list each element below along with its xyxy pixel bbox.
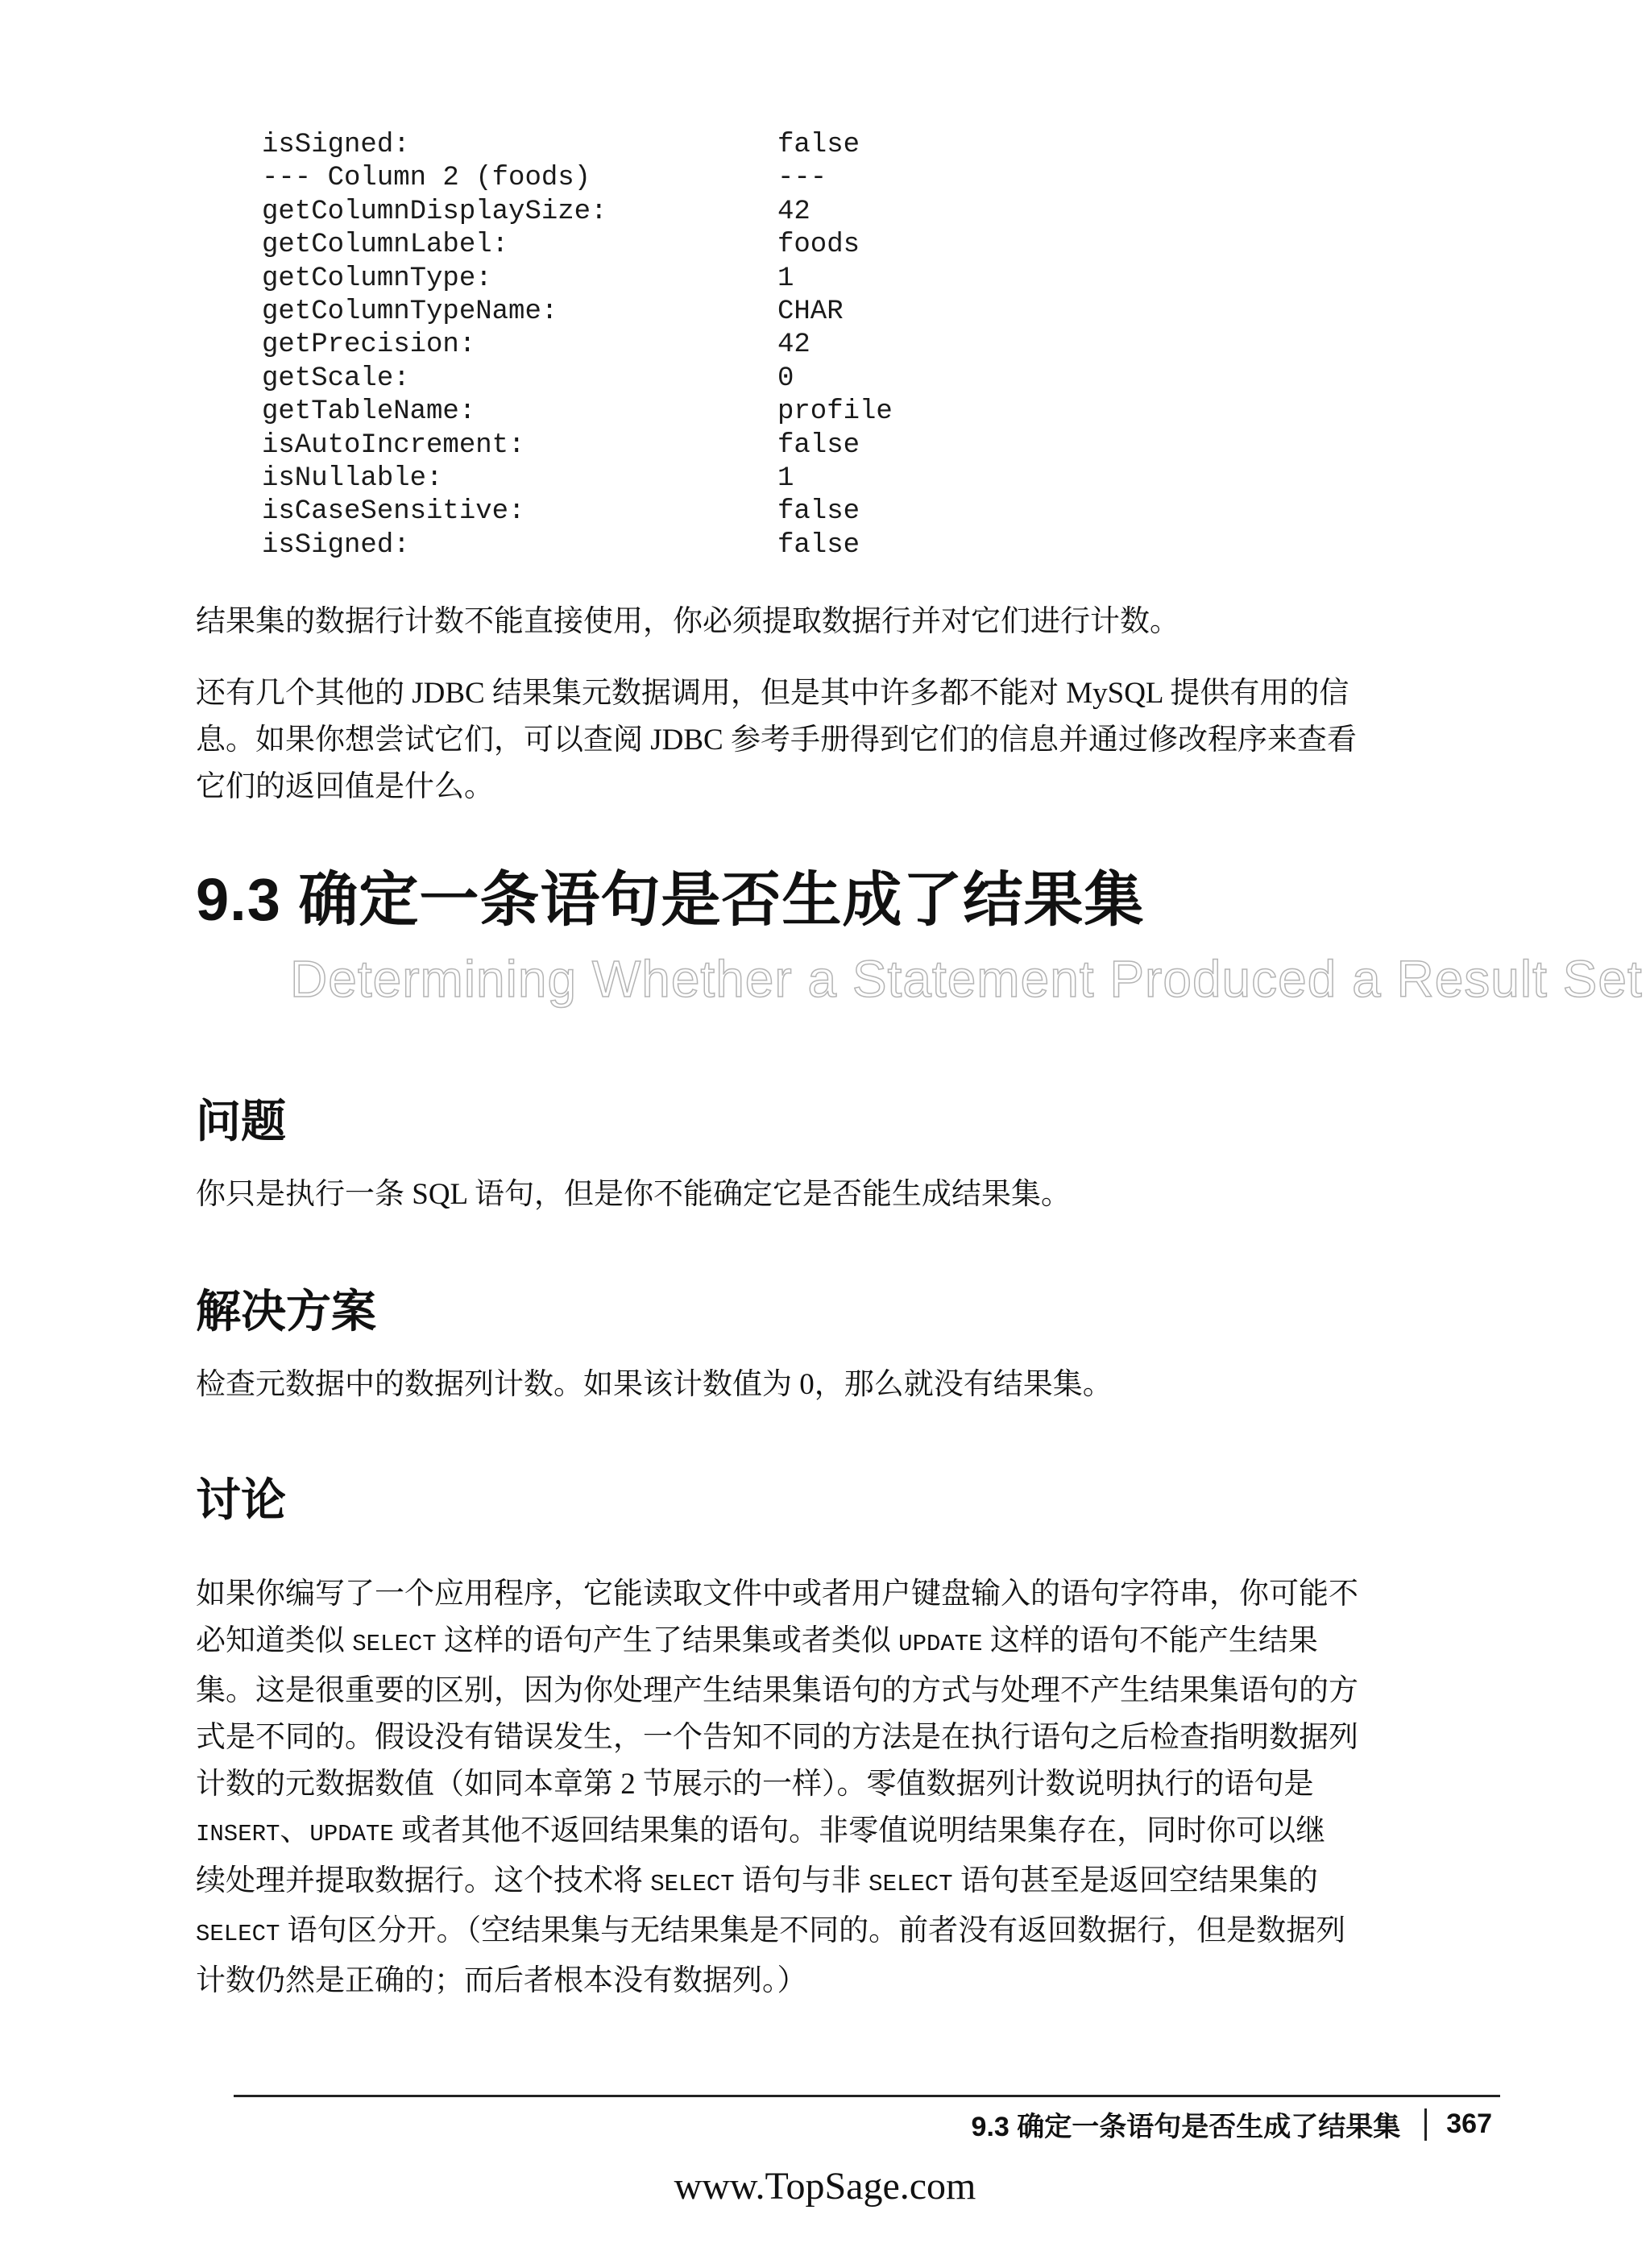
paragraph-line <box>196 1858 1495 1908</box>
paragraph-line: 计数仍然是正确的；而后者根本没有数据列。） <box>196 1964 807 1997</box>
code-keyword: SELECT <box>196 1921 280 1947</box>
code-key: getPrecision: <box>262 330 476 361</box>
text-run: 续处理并提取数据行。这个技术将 <box>196 1864 651 1897</box>
text-run: 语句与非 <box>734 1864 869 1897</box>
code-value: foods <box>777 230 860 261</box>
text-run: 这样的语句不能产生结果 <box>982 1624 1318 1657</box>
code-row <box>262 162 987 195</box>
code-value: 1 <box>777 263 794 294</box>
code-key: isNullable: <box>262 462 443 494</box>
code-row <box>262 529 987 562</box>
code-key: isSigned: <box>262 130 410 160</box>
code-key: isCaseSensitive: <box>262 496 525 528</box>
paragraph-line <box>196 1908 1495 1958</box>
text-run: 、 <box>280 1814 310 1847</box>
code-row <box>262 296 987 329</box>
heading-discussion: 讨论 <box>196 1474 286 1525</box>
code-row <box>262 429 987 462</box>
page-number: 367 <box>1446 2108 1492 2139</box>
paragraph-line: 息。如果你想尝试它们，可以查阅 JDBC 参考手册得到它们的信息并通过修改程序来查看 <box>196 724 1357 757</box>
running-footer <box>972 2104 1492 2144</box>
running-title: 9.3 确定一条语句是否生成了结果集 <box>971 2112 1401 2142</box>
paragraph-row-count: 结果集的数据行计数不能直接使用，你必须提取数据行并对它们进行计数。 <box>196 605 1179 638</box>
code-key: getScale: <box>262 363 410 394</box>
code-row <box>262 263 987 296</box>
code-keyword: SELECT <box>650 1871 735 1897</box>
code-row <box>262 229 987 262</box>
code-key: getColumnType: <box>262 263 492 294</box>
paragraph-line <box>196 1618 1495 1668</box>
section-title: 9.3 确定一条语句是否生成了结果集 <box>196 866 1145 933</box>
code-value: 42 <box>777 330 810 361</box>
code-value: false <box>777 429 860 461</box>
code-value: CHAR <box>777 296 844 327</box>
paragraph-line: 如果你编写了一个应用程序，它能读取文件中或者用户键盘输入的语句字符串，你可能不 <box>196 1578 1358 1611</box>
code-value: false <box>777 130 860 160</box>
footer-separator <box>1424 2108 1427 2141</box>
code-value: --- <box>777 163 827 194</box>
code-row <box>262 196 987 229</box>
code-row <box>262 129 987 162</box>
section-subtitle: Determining Whether a Statement Produced a Result Set <box>290 950 1643 1008</box>
paragraph-line: 它们的返回值是什么。 <box>196 770 494 803</box>
code-block <box>262 129 987 562</box>
code-keyword: SELECT <box>352 1631 437 1657</box>
heading-problem: 问题 <box>196 1096 286 1146</box>
code-row <box>262 363 987 396</box>
text-run: 必知道类似 <box>196 1624 353 1657</box>
code-key: getTableName: <box>262 396 476 428</box>
solution-text: 检查元数据中的数据列计数。如果该计数值为 0，那么就没有结果集。 <box>196 1368 1113 1401</box>
code-row <box>262 396 987 429</box>
code-key: getColumnLabel: <box>262 230 509 261</box>
text-run: 语句甚至是返回空结果集的 <box>952 1864 1318 1897</box>
code-row <box>262 495 987 529</box>
discussion-text <box>196 1571 1495 2005</box>
code-value: 0 <box>777 363 794 394</box>
problem-text: 你只是执行一条 SQL 语句，但是你不能确定它是否能生成结果集。 <box>196 1178 1072 1211</box>
code-keyword: INSERT <box>196 1821 280 1847</box>
code-key: getColumnDisplaySize: <box>262 196 607 227</box>
paragraph-other-calls <box>196 670 1495 811</box>
paragraph-line: 计数的元数据数值（如同本章第 2 节展示的一样）。零值数据列计数说明执行的语句是 <box>196 1768 1314 1801</box>
code-value: false <box>777 496 860 528</box>
code-keyword: SELECT <box>869 1871 953 1897</box>
code-value: 42 <box>777 196 810 227</box>
code-key: isAutoIncrement: <box>262 429 525 461</box>
text-run: 或者其他不返回结果集的语句。非零值说明结果集存在，同时你可以继 <box>393 1814 1326 1847</box>
code-keyword: UPDATE <box>309 1821 394 1847</box>
footer-rule <box>234 2095 1500 2097</box>
code-value: profile <box>777 396 893 428</box>
code-row <box>262 329 987 362</box>
paragraph-line: 式是不同的。假设没有错误发生，一个告知不同的方法是在执行语句之后检查指明数据列 <box>196 1721 1358 1754</box>
paragraph-line: 还有几个其他的 JDBC 结果集元数据调用，但是其中许多都不能对 MySQL 提供有用的信 <box>196 677 1349 710</box>
heading-solution: 解决方案 <box>196 1286 376 1337</box>
code-key: getColumnTypeName: <box>262 296 558 327</box>
code-value: 1 <box>777 462 794 494</box>
code-keyword: UPDATE <box>898 1631 983 1657</box>
code-key: isSigned: <box>262 529 410 561</box>
code-value: false <box>777 529 860 561</box>
paragraph-line <box>196 1808 1495 1858</box>
code-row <box>262 462 987 495</box>
code-key: --- Column 2 (foods) <box>262 163 591 194</box>
text-run: 语句区分开。（空结果集与无结果集是不同的。前者没有返回数据行，但是数据列 <box>280 1914 1346 1947</box>
watermark-url: www.TopSage.com <box>674 2165 976 2208</box>
paragraph-line: 集。这是很重要的区别，因为你处理产生结果集语句的方式与处理不产生结果集语句的方 <box>196 1674 1358 1707</box>
text-run: 这样的语句产生了结果集或者类似 <box>436 1624 899 1657</box>
